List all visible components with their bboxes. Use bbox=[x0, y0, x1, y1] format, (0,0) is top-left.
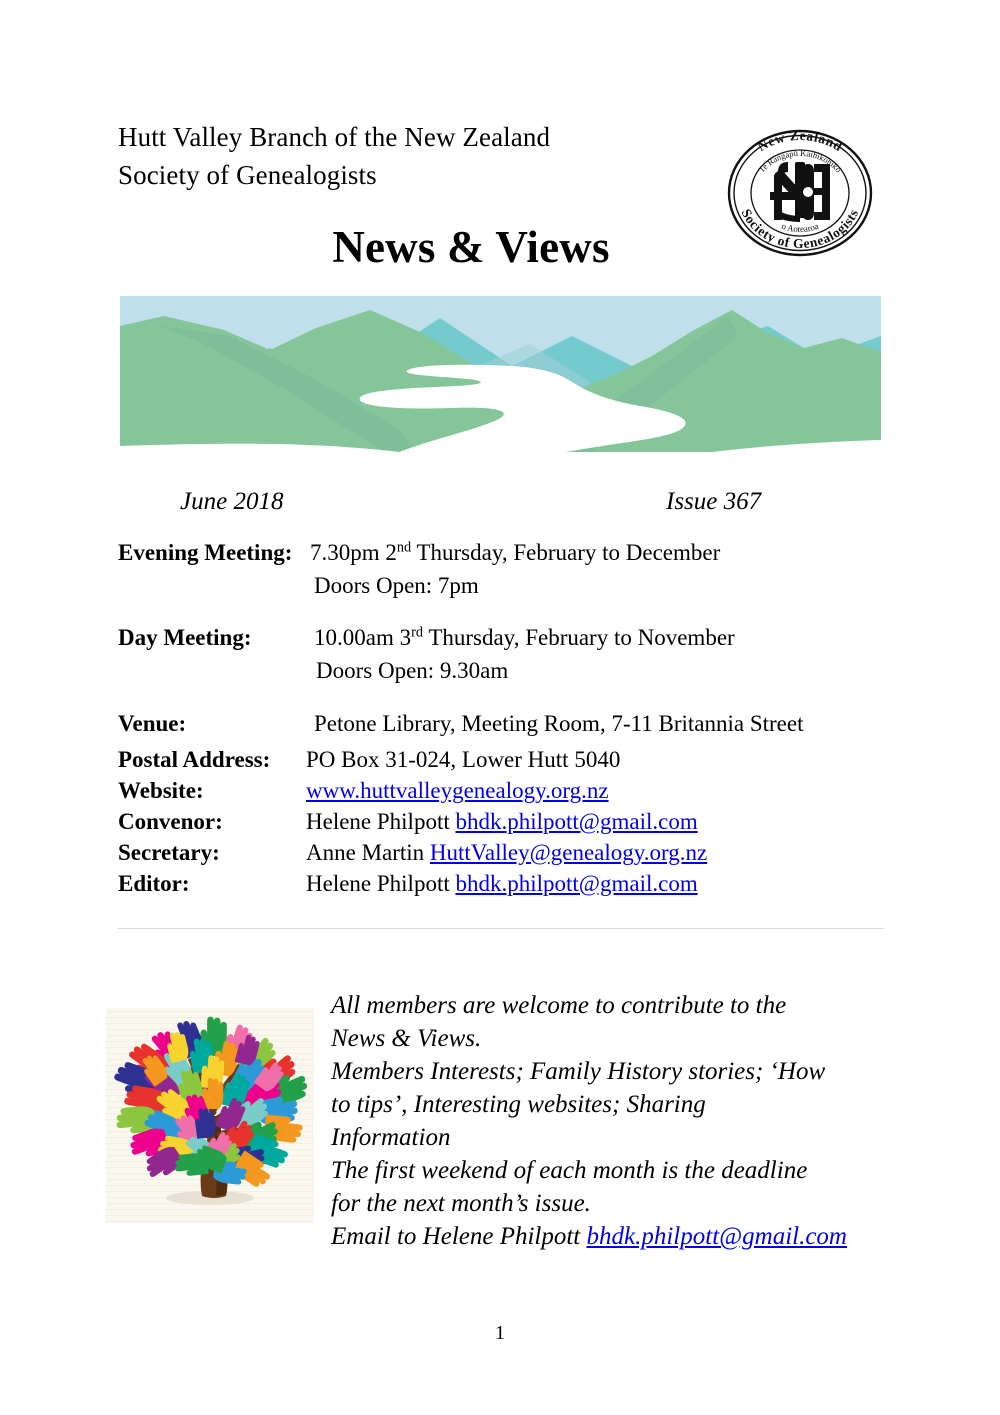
invite-line-1: All members are welcome to contribute to the bbox=[331, 992, 787, 1019]
website-value bbox=[306, 776, 609, 807]
contact-row-website bbox=[118, 776, 918, 807]
section-divider bbox=[118, 928, 884, 929]
invite-line-2: News & Views. bbox=[331, 1025, 482, 1052]
day-meeting-time: 10.00am bbox=[314, 625, 394, 651]
evening-meeting-doors-row bbox=[118, 570, 918, 603]
invite-line-6: The first weekend of each month is the deadline bbox=[331, 1157, 808, 1184]
website-link[interactable]: www.huttvalleygenealogy.org.nz bbox=[306, 777, 609, 803]
invite-line-8 bbox=[331, 1220, 876, 1253]
venue-label: Venue: bbox=[118, 710, 187, 736]
svg-text:o Aotearoa bbox=[780, 221, 820, 234]
hand-tree-image bbox=[106, 1008, 314, 1223]
issue-line bbox=[118, 488, 884, 520]
evening-meeting-time: 7.30pm bbox=[310, 540, 380, 565]
evening-meeting-label: Evening Meeting: bbox=[118, 540, 293, 565]
landscape-banner-image bbox=[120, 296, 881, 459]
invite-email-link[interactable]: bhdk.philpott@gmail.com bbox=[586, 1223, 847, 1250]
secretary-value bbox=[306, 838, 707, 869]
day-meeting-schedule: Thursday, February to November bbox=[422, 625, 735, 651]
page-number: 1 bbox=[495, 1322, 505, 1344]
day-meeting-label: Day Meeting: bbox=[118, 625, 252, 651]
editor-name: Helene Philpott bbox=[306, 870, 456, 896]
contact-block bbox=[118, 745, 918, 900]
publication-title: News & Views bbox=[332, 221, 610, 272]
contact-row-convenor bbox=[118, 807, 918, 838]
secretary-label: Secretary: bbox=[118, 839, 220, 865]
secretary-email-link[interactable]: HuttValley@genealogy.org.nz bbox=[429, 839, 708, 865]
organisation-title-line-1: Hutt Valley Branch of the New Zealand bbox=[118, 122, 551, 152]
day-meeting-ordinal-suffix: rd bbox=[411, 624, 423, 641]
editor-email-link[interactable]: bhdk.philpott@gmail.com bbox=[455, 870, 698, 896]
contact-row-editor bbox=[118, 869, 918, 900]
day-meeting-doors: Doors Open: 9.30am bbox=[316, 657, 509, 683]
invite-line-5: Information bbox=[331, 1124, 451, 1151]
nzsg-seal-logo bbox=[718, 128, 883, 258]
koru-trident-glyph bbox=[770, 162, 830, 222]
editor-label: Editor: bbox=[118, 870, 190, 896]
convenor-name: Helene Philpott bbox=[306, 808, 456, 834]
evening-meeting-ordinal-suffix: nd bbox=[396, 539, 412, 556]
organisation-title bbox=[118, 118, 678, 195]
invite-line-4: to tips’, Interesting websites; Sharing bbox=[331, 1091, 706, 1118]
seal-inner-bottom-text: o Aotearoa bbox=[780, 220, 820, 235]
venue-row bbox=[118, 708, 918, 741]
contact-row-secretary bbox=[118, 838, 918, 869]
evening-meeting-row bbox=[118, 537, 918, 570]
seal-outer-top-text: New Zealand bbox=[754, 128, 846, 155]
convenor-label: Convenor: bbox=[118, 808, 223, 834]
spacer bbox=[118, 602, 918, 622]
day-meeting-ordinal: 3 bbox=[399, 625, 412, 651]
evening-meeting-value bbox=[310, 537, 720, 570]
day-meeting-row bbox=[118, 622, 918, 655]
postal-address-value: PO Box 31-024, Lower Hutt 5040 bbox=[306, 747, 621, 772]
contact-row-postal-address bbox=[118, 745, 918, 776]
postal-address-label: Postal Address: bbox=[118, 747, 271, 772]
day-meeting-doors-row bbox=[118, 655, 918, 688]
venue-value: Petone Library, Meeting Room, 7-11 Britannia Street bbox=[314, 710, 804, 736]
evening-meeting-ordinal: 2 bbox=[385, 540, 397, 565]
spacer bbox=[118, 688, 918, 708]
seal-inner-top-text: Te Rangapū Kaihikohiko bbox=[756, 147, 844, 175]
convenor-email-link[interactable]: bhdk.philpott@gmail.com bbox=[455, 808, 698, 834]
invite-line-3: Members Interests; Family History stories; ‘How bbox=[331, 1058, 826, 1085]
evening-meeting-schedule: Thursday, February to December bbox=[411, 540, 721, 565]
secretary-name: Anne Martin bbox=[306, 839, 430, 865]
contribution-invitation bbox=[331, 989, 876, 1253]
evening-meeting-doors: Doors Open: 7pm bbox=[314, 572, 479, 598]
issue-date: June 2018 bbox=[180, 488, 284, 515]
day-meeting-value bbox=[314, 622, 735, 655]
convenor-value bbox=[306, 807, 698, 838]
meeting-info-block bbox=[118, 537, 918, 740]
organisation-title-line-2: Society of Genealogists bbox=[118, 160, 377, 191]
website-label: Website: bbox=[118, 777, 204, 803]
issue-number: Issue 367 bbox=[666, 488, 762, 515]
editor-value bbox=[306, 869, 698, 900]
invite-line-7: for the next month’s issue. bbox=[331, 1190, 591, 1217]
seal-outer-bottom-text: Society of Genealogists bbox=[738, 206, 862, 252]
invite-email-prefix: Email to Helene Philpott bbox=[331, 1223, 587, 1250]
